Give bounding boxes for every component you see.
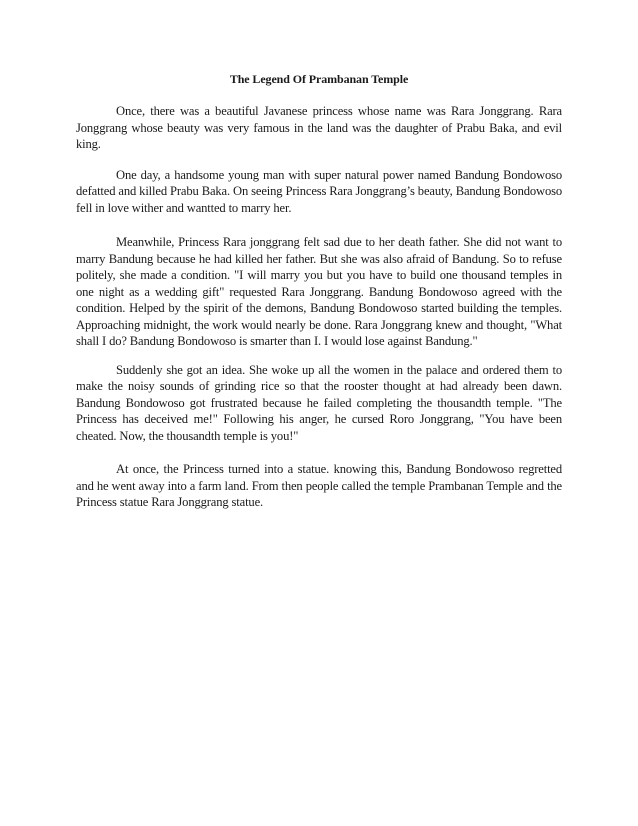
document-title: The Legend Of Prambanan Temple [229,72,409,86]
paragraph-5: At once, the Princess turned into a statue. knowing this, Bandung Bondowoso regretted and he went away into a farm land. From then people called the temple Prambanan Temple and the Princess statue Rara Jonggrang statue. [76,462,562,509]
paragraph-3: Meanwhile, Princess Rara jonggrang felt sad due to her death father. She did not want to marry Bandung because he had killed her father. But she was also afraid of Bandung. So to refuse politely, she made a condition. "I will marry you but you have to build one thousand temples in one night as a wedding gift" requested Rara Jonggrang. Bandung Bondowoso agreed with the condition. Helped by the spirit of the demons, Bandung Bondowoso started building the temples. Approaching midnight, the work would nearly be done. Rara Jonggrang knew and thought, "What shall I do? Bandung Bondowoso is smarter than I. I would lose against Bandung." [76,235,562,348]
paragraph-4: Suddenly she got an idea. She woke up all the women in the palace and ordered them to make the noisy sounds of grinding rice so that the rooster thought at had already been dawn. Bandung Bondowoso got frustrated because he failed completing the thousandth temple. "The Princess has deceived me!" Following his anger, he cursed Roro Jonggrang, "You have been cheated. Now, the thousandth temple is you!" [76,362,562,443]
paragraph-2: One day, a handsome young man with super natural power named Bandung Bondowoso defatted and killed Prabu Baka. On seeing Princess Rara Jonggrang’s beauty, Bandung Bondowoso fell in love wither and wantted to marry her. [76,167,562,215]
paragraph-1: Once, there was a beautiful Javanese princess whose name was Rara Jonggrang. Rara Jonggrang whose beauty was very famous in the land was the daughter of Prabu Baka, and evil king. [76,104,562,151]
